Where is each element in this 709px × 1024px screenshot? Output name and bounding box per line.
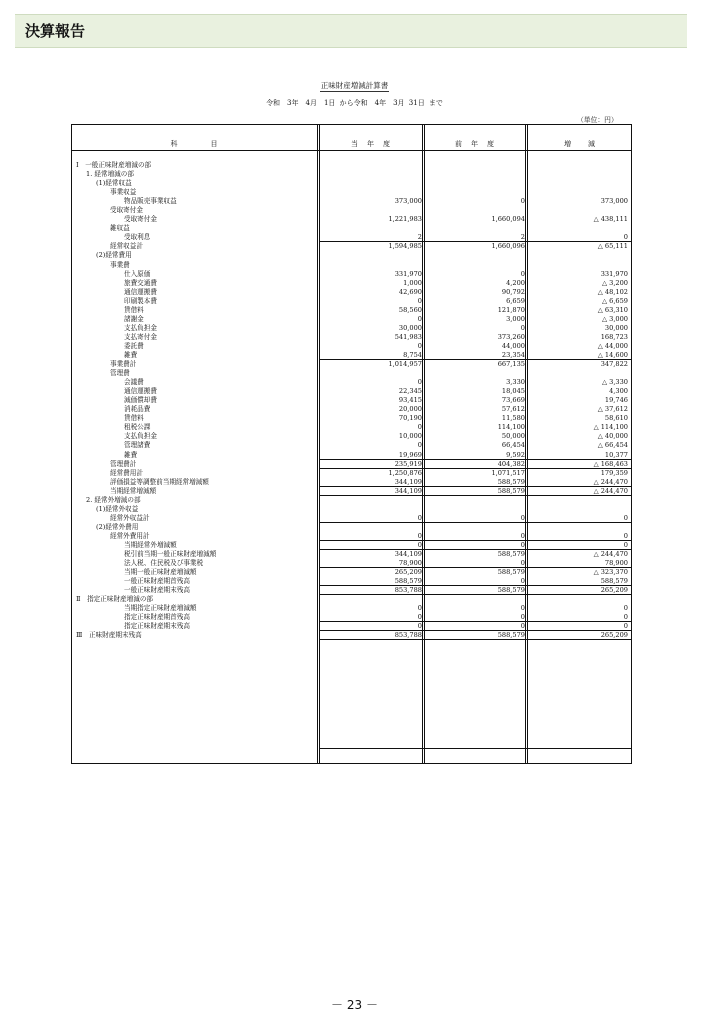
statement-table	[71, 124, 632, 764]
change-value: △ 114,100	[593, 423, 628, 432]
change-value: 265,209	[600, 631, 628, 640]
table-row	[72, 478, 631, 487]
statement-title-wrap	[0, 80, 709, 91]
change-value: △ 244,470	[593, 486, 628, 495]
current-value: 331,970	[394, 269, 422, 278]
row-label: 当期指定正味財産増減額	[124, 604, 197, 613]
change-value: 0	[623, 604, 628, 613]
current-value: 78,900	[398, 559, 422, 568]
table-row	[72, 224, 631, 233]
row-label: Ⅲ 正味財産期末残高	[76, 631, 142, 640]
previous-value: 4,200	[506, 278, 525, 287]
current-value: 0	[417, 378, 422, 387]
change-value: 4,300	[609, 387, 628, 396]
current-value: 0	[417, 513, 422, 522]
table-row	[72, 288, 631, 297]
table-row	[72, 251, 631, 260]
previous-value: 588,579	[497, 550, 525, 559]
row-label: 支払寄付金	[124, 332, 157, 341]
section-banner	[15, 14, 687, 48]
table-row	[72, 215, 631, 224]
change-value: 0	[623, 531, 628, 540]
previous-value: 667,135	[497, 360, 525, 369]
unit-label: （単位：円）	[577, 116, 618, 124]
row-label: 仕入原価	[124, 269, 151, 278]
previous-value: 73,669	[501, 396, 525, 405]
previous-value: 66,454	[501, 441, 525, 450]
table-row	[72, 279, 631, 288]
table-row	[72, 559, 631, 568]
row-label: 1. 経常増減の部	[86, 170, 134, 179]
current-value: 93,415	[398, 396, 422, 405]
previous-value: 3,330	[506, 378, 525, 387]
table-row	[72, 396, 631, 405]
previous-value: 0	[520, 323, 525, 332]
row-label: 一般正味財産期首残高	[124, 577, 190, 586]
change-value: △ 168,463	[593, 459, 628, 468]
current-value: 541,983	[394, 332, 422, 341]
row-label: (1)経常外収益	[96, 504, 139, 513]
previous-value: 1,660,094	[491, 215, 525, 224]
previous-value: 23,354	[501, 350, 525, 359]
current-value: 0	[417, 441, 422, 450]
row-label: 当期一般正味財産増減額	[124, 568, 197, 577]
column-header-current: 当 年 度	[351, 140, 391, 148]
change-value: △ 3,330	[601, 378, 628, 387]
current-value: 42,690	[398, 287, 422, 296]
row-label: 印刷製本費	[124, 296, 157, 305]
table-row	[72, 188, 631, 197]
current-value: 588,579	[394, 577, 422, 586]
change-value: 19,746	[604, 396, 628, 405]
previous-value: 588,579	[497, 477, 525, 486]
current-value: 0	[417, 540, 422, 549]
statement-title: 正味財産増減計算書	[320, 81, 389, 90]
current-value: 235,919	[394, 459, 422, 468]
table-row	[72, 315, 631, 324]
current-value: 0	[417, 341, 422, 350]
current-value: 0	[417, 423, 422, 432]
table-row	[72, 206, 631, 215]
row-label: 受取寄付金	[110, 206, 143, 215]
change-value: 0	[623, 540, 628, 549]
table-row	[72, 604, 631, 613]
table-row	[72, 333, 631, 342]
row-label: 雑費	[124, 350, 138, 359]
previous-value: 588,579	[497, 586, 525, 595]
previous-value: 57,612	[501, 405, 525, 414]
change-value: △ 37,612	[597, 405, 628, 414]
previous-value: 0	[520, 540, 525, 549]
row-label: 会議費	[124, 378, 144, 387]
table-bottom-rule	[319, 748, 631, 749]
change-value: △ 323,370	[593, 568, 628, 577]
row-label: 法人税、住民税及び事業税	[124, 559, 204, 568]
change-value: △ 48,102	[597, 287, 628, 296]
current-value: 1,594,985	[388, 242, 422, 251]
row-label: 旅費交通費	[124, 278, 157, 287]
change-value: 0	[623, 233, 628, 242]
current-value: 853,788	[394, 631, 422, 640]
row-label: 2. 経常外増減の部	[86, 495, 141, 504]
row-label: 消耗品費	[124, 405, 151, 414]
row-label: 経常外収益計	[110, 513, 150, 522]
previous-value: 0	[520, 622, 525, 631]
change-value: 0	[623, 622, 628, 631]
row-label: 一般正味財産期末残高	[124, 586, 190, 595]
row-label: 雑収益	[110, 224, 130, 233]
previous-value: 90,792	[501, 287, 525, 296]
row-label: (2)経常外費用	[96, 522, 139, 531]
section-title: 決算報告	[25, 22, 86, 40]
table-row	[72, 541, 631, 550]
row-label: 税引前当期一般正味財産増減額	[124, 550, 217, 559]
change-value: △ 244,470	[593, 550, 628, 559]
previous-value: 44,000	[501, 341, 525, 350]
row-label: 通信運搬費	[124, 287, 157, 296]
previous-value: 6,659	[506, 296, 525, 305]
row-label: 経常費用計	[110, 468, 143, 477]
row-label: (2)経常費用	[96, 251, 132, 260]
current-value: 30,000	[398, 323, 422, 332]
table-row	[72, 469, 631, 478]
previous-value: 0	[520, 577, 525, 586]
row-label: 租税公課	[124, 423, 151, 432]
row-label: (1)経常収益	[96, 179, 132, 188]
row-label: 当期経常外増減額	[124, 540, 177, 549]
previous-value: 18,045	[501, 387, 525, 396]
row-label: 評価損益等調整前当期経常増減額	[110, 477, 209, 486]
previous-value: 0	[520, 269, 525, 278]
table-row	[72, 487, 631, 496]
row-label: 事業収益	[110, 188, 137, 197]
column-header-previous: 前 年 度	[455, 140, 495, 148]
table-row	[72, 631, 631, 640]
current-value: 8,754	[403, 350, 422, 359]
table-row	[72, 342, 631, 351]
row-label: 経常収益計	[110, 242, 143, 251]
previous-value: 0	[520, 559, 525, 568]
change-value: △ 63,310	[597, 305, 628, 314]
change-value: 331,970	[600, 269, 628, 278]
table-row	[72, 297, 631, 306]
previous-value: 0	[520, 613, 525, 622]
change-value: 0	[623, 613, 628, 622]
row-label: 支払負担金	[124, 432, 157, 441]
statement-rows	[72, 161, 631, 640]
table-row	[72, 161, 631, 170]
current-value: 1,221,983	[388, 215, 422, 224]
change-value: △ 6,659	[601, 296, 628, 305]
row-label: 当期経常増減額	[110, 486, 157, 495]
current-value: 0	[417, 531, 422, 540]
previous-value: 1,660,096	[491, 242, 525, 251]
table-row	[72, 550, 631, 559]
table-row	[72, 405, 631, 414]
row-label: 管理費	[110, 369, 130, 378]
change-value: △ 44,000	[597, 341, 628, 350]
row-label: 諸謝金	[124, 314, 144, 323]
table-row	[72, 360, 631, 369]
change-value: △ 244,470	[593, 477, 628, 486]
current-value: 22,345	[398, 387, 422, 396]
change-value: △ 40,000	[597, 432, 628, 441]
change-value: 347,822	[600, 360, 628, 369]
change-value: 30,000	[604, 323, 628, 332]
table-row	[72, 270, 631, 279]
previous-value: 2	[520, 233, 525, 242]
column-header-item: 科 目	[170, 140, 219, 148]
row-label: 管理諸費	[124, 441, 151, 450]
previous-value: 0	[520, 513, 525, 522]
row-label: 物品販売事業収益	[124, 197, 177, 206]
table-row	[72, 387, 631, 396]
table-row	[72, 324, 631, 333]
previous-value: 11,580	[501, 414, 525, 423]
table-row	[72, 532, 631, 541]
table-row	[72, 242, 631, 251]
previous-value: 588,579	[497, 568, 525, 577]
table-row	[72, 170, 631, 179]
row-label: 指定正味財産期首残高	[124, 613, 190, 622]
change-value: △ 66,454	[597, 441, 628, 450]
current-value: 344,109	[394, 477, 422, 486]
change-value: 78,900	[604, 559, 628, 568]
current-value: 0	[417, 296, 422, 305]
row-label: 指定正味財産期末残高	[124, 622, 190, 631]
table-row	[72, 233, 631, 242]
previous-value: 0	[520, 604, 525, 613]
previous-value: 0	[520, 531, 525, 540]
page-number: － 23 －	[331, 998, 378, 1012]
change-value: 265,209	[600, 586, 628, 595]
change-value: △ 3,000	[601, 314, 628, 323]
change-value: 373,000	[600, 197, 628, 206]
previous-value: 0	[520, 197, 525, 206]
row-label: 雑費	[124, 450, 138, 459]
current-value: 373,000	[394, 197, 422, 206]
row-label: 受取利息	[124, 233, 151, 242]
row-label: 委託費	[124, 341, 144, 350]
current-value: 58,560	[398, 305, 422, 314]
change-value: △ 438,111	[593, 215, 628, 224]
change-value: 58,610	[604, 414, 628, 423]
previous-value: 9,592	[506, 450, 525, 459]
previous-value: 3,000	[506, 314, 525, 323]
row-label: Ⅰ 一般正味財産増減の部	[76, 161, 152, 169]
current-value: 265,209	[394, 568, 422, 577]
table-row	[72, 523, 631, 532]
table-row	[72, 568, 631, 577]
row-label: 受取寄付金	[124, 215, 157, 224]
current-value: 1,000	[403, 278, 422, 287]
change-value: 0	[623, 513, 628, 522]
previous-value: 404,382	[497, 459, 525, 468]
table-row	[72, 261, 631, 270]
previous-value: 121,870	[497, 305, 525, 314]
row-label: 減価償却費	[124, 396, 157, 405]
current-value: 2	[417, 233, 422, 242]
current-value: 344,109	[394, 550, 422, 559]
table-row	[72, 460, 631, 469]
row-label: 事業費計	[110, 360, 137, 369]
current-value: 344,109	[394, 486, 422, 495]
change-value: 10,377	[604, 450, 628, 459]
previous-value: 588,579	[497, 486, 525, 495]
previous-value: 1,071,517	[491, 468, 525, 477]
change-value: 588,579	[600, 577, 628, 586]
row-label: 通信運搬費	[124, 387, 157, 396]
current-value: 1,014,957	[388, 360, 422, 369]
table-row	[72, 414, 631, 423]
table-row	[72, 197, 631, 206]
table-row	[72, 179, 631, 188]
row-label: 管理費計	[110, 459, 137, 468]
table-row	[72, 351, 631, 360]
change-value: 179,359	[600, 468, 628, 477]
header-rule	[72, 150, 631, 151]
row-label: Ⅱ 指定正味財産増減の部	[76, 595, 154, 604]
table-row	[72, 306, 631, 315]
current-value: 853,788	[394, 586, 422, 595]
table-row	[72, 505, 631, 514]
table-row	[72, 369, 631, 378]
table-row	[72, 378, 631, 387]
table-row	[72, 432, 631, 441]
previous-value: 50,000	[501, 432, 525, 441]
table-row	[72, 577, 631, 586]
row-label: 賃借料	[124, 414, 144, 423]
table-row	[72, 441, 631, 450]
change-value: △ 3,200	[601, 278, 628, 287]
table-row	[72, 514, 631, 523]
row-label: 賃借料	[124, 305, 144, 314]
table-row	[72, 496, 631, 505]
current-value: 0	[417, 314, 422, 323]
current-value: 70,190	[398, 414, 422, 423]
previous-value: 114,100	[497, 423, 525, 432]
current-value: 19,969	[398, 450, 422, 459]
change-value: 168,723	[600, 332, 628, 341]
current-value: 10,000	[398, 432, 422, 441]
row-label: 支払負担金	[124, 323, 157, 332]
column-header-change: 増 減	[564, 140, 596, 148]
change-value: △ 14,600	[597, 350, 628, 359]
current-value: 20,000	[398, 405, 422, 414]
row-label: 経常外費用計	[110, 531, 150, 540]
current-value: 1,250,876	[388, 468, 422, 477]
row-label: 事業費	[110, 260, 130, 269]
table-row	[72, 595, 631, 604]
previous-value: 373,260	[497, 332, 525, 341]
table-row	[72, 622, 631, 631]
current-value: 0	[417, 622, 422, 631]
table-row	[72, 586, 631, 595]
current-value: 0	[417, 604, 422, 613]
table-row	[72, 451, 631, 460]
change-value: △ 65,111	[597, 242, 628, 251]
statement-period: 令和 3年 4月 1日 から令和 4年 3月 31日 まで	[266, 99, 443, 107]
previous-value: 588,579	[497, 631, 525, 640]
current-value: 0	[417, 613, 422, 622]
